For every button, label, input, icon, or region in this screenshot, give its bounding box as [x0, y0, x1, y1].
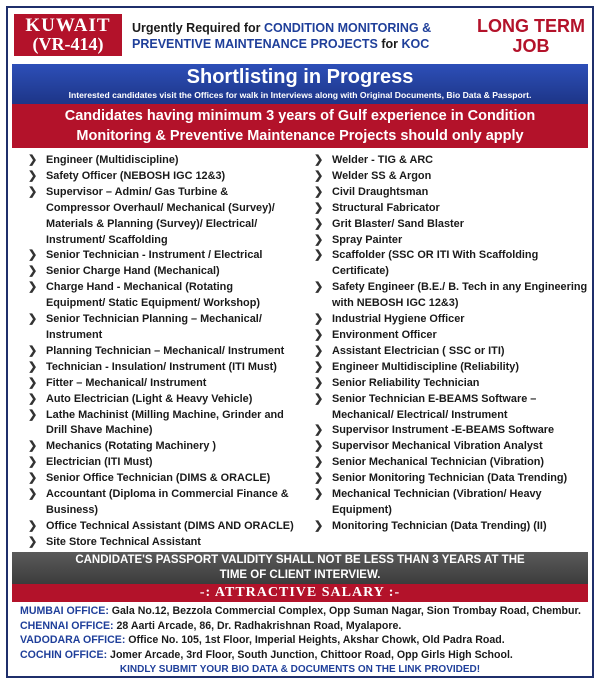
chevron-right-icon: ❯: [314, 360, 324, 373]
chevron-right-icon: ❯: [314, 392, 324, 405]
attractive-salary-banner: -: ATTRACTIVE SALARY :-: [12, 584, 588, 602]
urgently-koc: KOC: [401, 37, 430, 51]
passport-line-1: CANDIDATE'S PASSPORT VALIDITY SHALL NOT BE LESS THAN 3 YEARS AT THE: [75, 554, 525, 566]
position-text: Lathe Machinist (Milling Machine, Grinder and: [46, 408, 284, 421]
kuwait-title: KUWAIT: [25, 15, 111, 36]
position-text: Mechanical Technician (Vibration/ Heavy: [332, 488, 542, 501]
position-item: [314, 328, 594, 344]
shortlisting-banner: [12, 64, 588, 104]
position-item: [314, 423, 594, 439]
chevron-right-icon: ❯: [314, 201, 324, 214]
position-text: Supervisor Instrument -E-BEAMS Software: [332, 424, 555, 437]
header: [8, 8, 592, 60]
position-text: Spray Painter: [332, 233, 403, 246]
position-text: with NEBOSH IGC 12&3): [332, 297, 459, 310]
urgently-prefix: Urgently Required for: [132, 21, 264, 35]
position-item: [314, 360, 594, 376]
position-item: [28, 360, 308, 376]
experience-line-1: Candidates having minimum 3 years of Gulf experience in Condition: [64, 108, 536, 124]
chevron-right-icon: ❯: [28, 456, 38, 469]
chevron-right-icon: ❯: [314, 344, 324, 357]
chevron-right-icon: ❯: [314, 249, 324, 262]
chevron-right-icon: ❯: [314, 313, 324, 326]
positions-right-column: [314, 153, 594, 535]
kuwait-reference: (VR-414): [32, 34, 104, 54]
office-line: [20, 648, 586, 663]
chevron-right-icon: ❯: [314, 456, 324, 469]
position-text: Civil Draughtsman: [332, 185, 429, 198]
long-term-line-2: JOB: [512, 36, 550, 56]
position-text: Welder - TIG & ARC: [332, 154, 434, 166]
chevron-right-icon: ❯: [28, 519, 38, 532]
position-item: [28, 169, 308, 185]
position-text: Grit Blaster/ Sand Blaster: [332, 217, 464, 230]
chevron-right-icon: ❯: [28, 360, 38, 373]
position-text: Office Technical Assistant (DIMS AND ORACLE): [46, 519, 294, 532]
chevron-right-icon: ❯: [28, 376, 38, 389]
urgently-blue-1: CONDITION MONITORING &: [263, 21, 432, 35]
position-text: Welder SS & Argon: [332, 169, 432, 182]
position-item: [28, 312, 308, 344]
position-item: [28, 280, 308, 312]
position-text: Industrial Hygiene Officer: [332, 313, 465, 326]
position-text: Senior Technician Planning – Mechanical/: [46, 313, 262, 326]
passport-line-2: TIME OF CLIENT INTERVIEW.: [219, 569, 381, 581]
kuwait-badge: [14, 14, 122, 56]
chevron-right-icon: ❯: [28, 488, 38, 501]
position-text: Engineer Multidiscipline (Reliability): [332, 360, 519, 373]
shortlisting-subtitle: Interested candidates visit the Offices for walk in Interviews along with Original Documents, Bio Data & Passport.: [68, 90, 532, 100]
position-text: Instrument/ Scaffolding: [46, 233, 168, 246]
position-text: Scaffolder (SSC OR ITI With Scaffolding: [332, 249, 539, 262]
office-city: COCHIN OFFICE:: [20, 648, 108, 661]
position-text: Assistant Electrician ( SSC or ITI): [332, 344, 505, 357]
position-item: [28, 392, 308, 408]
chevron-right-icon: ❯: [314, 185, 324, 198]
chevron-right-icon: ❯: [314, 169, 324, 182]
position-text: Senior Charge Hand (Mechanical): [46, 265, 220, 278]
job-advertisement: [6, 6, 594, 678]
office-line: [20, 619, 586, 634]
office-address: Gala No.12, Bezzola Commercial Complex, Opp Suman Nagar, Sion Trombay Road, Chembur.: [108, 605, 581, 617]
position-item: [28, 471, 308, 487]
positions-list: [28, 153, 588, 553]
position-item: [314, 312, 594, 328]
office-address: 28 Aarti Arcade, 86, Dr. Radhakrishnan Road, Myalapore.: [113, 619, 402, 632]
position-item: [314, 201, 594, 217]
office-city: VADODARA OFFICE:: [20, 634, 126, 647]
position-item: [314, 248, 594, 280]
chevron-right-icon: ❯: [28, 281, 38, 294]
chevron-right-icon: ❯: [314, 328, 324, 341]
urgently-for: for: [377, 37, 402, 51]
urgently-blue-2: PREVENTIVE MAINTENANCE PROJECTS: [132, 37, 378, 51]
chevron-right-icon: ❯: [28, 344, 38, 357]
office-city: MUMBAI OFFICE:: [20, 605, 109, 617]
chevron-right-icon: ❯: [314, 154, 324, 166]
urgently-required-heading: [132, 20, 474, 52]
position-item: [28, 185, 308, 249]
chevron-right-icon: ❯: [28, 440, 38, 453]
chevron-right-icon: ❯: [28, 169, 38, 182]
position-item: [314, 392, 594, 424]
office-city: CHENNAI OFFICE:: [20, 619, 114, 632]
office-line: [20, 633, 586, 648]
position-text: Materials & Planning (Survey)/ Electrical/: [46, 217, 258, 230]
position-text: Senior Mechanical Technician (Vibration): [332, 456, 545, 469]
position-item: [28, 264, 308, 280]
office-line: [20, 604, 586, 619]
chevron-right-icon: ❯: [314, 376, 324, 389]
chevron-right-icon: ❯: [28, 313, 38, 326]
position-item: [314, 344, 594, 360]
position-item: [314, 280, 594, 312]
position-item: [28, 519, 308, 535]
position-text: Senior Technician E-BEAMS Software –: [332, 392, 537, 405]
chevron-right-icon: ❯: [314, 488, 324, 501]
chevron-right-icon: ❯: [314, 440, 324, 453]
position-text: Accountant (Diploma in Commercial Finance &: [46, 488, 289, 501]
chevron-right-icon: ❯: [28, 265, 38, 278]
chevron-right-icon: ❯: [314, 519, 324, 532]
position-text: Planning Technician – Mechanical/ Instrument: [46, 344, 285, 357]
office-addresses: [20, 604, 586, 662]
chevron-right-icon: ❯: [28, 408, 38, 421]
position-text: Site Store Technical Assistant: [46, 535, 201, 548]
chevron-right-icon: ❯: [28, 154, 38, 166]
chevron-right-icon: ❯: [314, 472, 324, 485]
position-item: [314, 233, 594, 249]
position-text: Technician - Insulation/ Instrument (ITI Must): [46, 360, 277, 373]
position-item: [314, 455, 594, 471]
position-text: Fitter – Mechanical/ Instrument: [46, 376, 207, 389]
position-text: Charge Hand - Mechanical (Rotating: [46, 281, 233, 294]
position-text: Structural Fabricator: [332, 201, 440, 214]
experience-requirement-banner: [12, 104, 588, 148]
position-item: [314, 471, 594, 487]
position-text: Safety Officer (NEBOSH IGC 12&3): [46, 169, 226, 182]
position-text: Compressor Overhaul/ Mechanical (Survey)/: [46, 201, 275, 214]
passport-validity-banner: [12, 552, 588, 584]
position-text: Certificate): [332, 265, 389, 278]
chevron-right-icon: ❯: [314, 233, 324, 246]
position-text: Senior Reliability Technician: [332, 376, 480, 389]
shortlisting-title: Shortlisting in Progress: [186, 66, 414, 88]
chevron-right-icon: ❯: [28, 392, 38, 405]
position-item: [28, 408, 308, 440]
position-item: [28, 439, 308, 455]
office-address: Office No. 105, 1st Floor, Imperial Heights, Akshar Chowk, Old Padra Road.: [125, 634, 505, 647]
chevron-right-icon: ❯: [28, 535, 38, 548]
position-text: Senior Office Technician (DIMS & ORACLE): [46, 472, 271, 485]
position-text: Supervisor – Admin/ Gas Turbine &: [46, 185, 229, 198]
position-item: [314, 439, 594, 455]
position-text: Instrument: [46, 328, 103, 341]
position-text: Equipment): [332, 503, 392, 516]
positions-left-column: [28, 153, 308, 551]
position-text: Mechanics (Rotating Machinery ): [46, 440, 217, 453]
position-text: Environment Officer: [332, 328, 437, 341]
experience-line-2: Monitoring & Preventive Maintenance Projects should only apply: [76, 128, 524, 144]
position-item: [314, 519, 594, 535]
submit-notice: KINDLY SUBMIT YOUR BIO DATA & DOCUMENTS ON THE LINK PROVIDED!: [119, 664, 481, 675]
position-text: Electrician (ITI Must): [46, 456, 153, 469]
chevron-right-icon: ❯: [314, 281, 324, 294]
position-item: [314, 376, 594, 392]
position-text: Safety Engineer (B.E./ B. Tech in any Engineering: [332, 281, 588, 294]
position-text: Equipment/ Static Equipment/ Workshop): [46, 297, 260, 310]
position-text: Engineer (Multidiscipline): [46, 154, 179, 166]
position-text: Drill Shave Machine): [46, 424, 153, 437]
position-text: Senior Monitoring Technician (Data Trending): [332, 472, 568, 485]
chevron-right-icon: ❯: [28, 472, 38, 485]
position-text: Mechanical/ Electrical/ Instrument: [332, 408, 508, 421]
position-text: Auto Electrician (Light & Heavy Vehicle): [46, 392, 253, 405]
position-item: [314, 153, 594, 169]
chevron-right-icon: ❯: [314, 424, 324, 437]
position-item: [28, 153, 308, 169]
office-address: Jomer Arcade, 3rd Floor, South Junction, Chittoor Road, Opp Girls High School.: [107, 648, 513, 661]
chevron-right-icon: ❯: [314, 217, 324, 230]
position-item: [28, 248, 308, 264]
position-item: [314, 169, 594, 185]
long-term-line-1: LONG TERM: [477, 16, 585, 36]
position-item: [28, 344, 308, 360]
position-item: [28, 455, 308, 471]
position-item: [28, 376, 308, 392]
chevron-right-icon: ❯: [28, 185, 38, 198]
position-item: [314, 217, 594, 233]
position-item: [314, 487, 594, 519]
position-text: Senior Technician - Instrument / Electrical: [46, 249, 263, 262]
position-text: Supervisor Mechanical Vibration Analyst: [332, 440, 543, 453]
position-item: [314, 185, 594, 201]
long-term-job-label: [476, 16, 586, 56]
position-text: Business): [46, 503, 99, 516]
position-text: Monitoring Technician (Data Trending) (II): [332, 519, 547, 532]
position-item: [28, 487, 308, 519]
chevron-right-icon: ❯: [28, 249, 38, 262]
position-item: [28, 535, 308, 551]
